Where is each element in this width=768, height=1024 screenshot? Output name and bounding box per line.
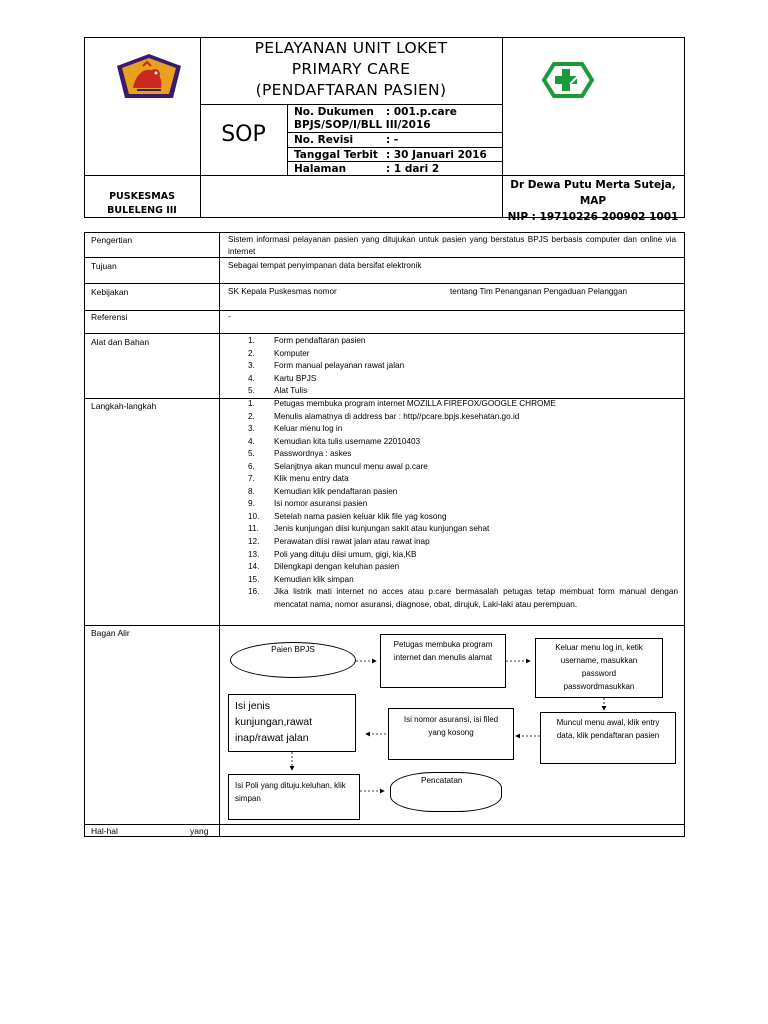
- flow-box-text-line: Keluar menu log in, ketik: [555, 643, 643, 652]
- list-item: 2. Komputer: [248, 348, 310, 358]
- row-label-langkah: Langkah-langkah: [91, 401, 157, 411]
- title-line-3: (PENDAFTARAN PASIEN): [255, 81, 447, 99]
- revision-label: No. Revisi: [294, 134, 354, 146]
- list-item: 3. Form manual pelayanan rawat jalan: [248, 361, 405, 371]
- list-item: 15. Kemudian klik simpan: [248, 574, 354, 584]
- row-label-tujuan: Tujuan: [91, 261, 117, 271]
- flow-box-text-line: username, masukkan: [560, 656, 638, 665]
- list-item: 11. Jenis kunjungan diisi kunjungan sakit atau kunjungan sehat: [248, 524, 490, 534]
- date-value: : 30 Januari 2016: [386, 149, 487, 161]
- flow-box-text: Petugas membuka program internet dan menulis alamat: [393, 640, 493, 662]
- list-item: 6. Selanjtnya akan muncul menu awal p.care: [248, 461, 428, 471]
- list-item: 13. Poli yang dituju diisi umum, gigi, kia,KB: [248, 549, 417, 559]
- signer-nip: NIP : 19710226 200902 1001: [507, 211, 679, 223]
- flow-box-text: Isi Poli yang dituju.keluhan, klik simpan: [235, 781, 346, 803]
- list-item: 8. Kemudian klik pendaftaran pasien: [248, 486, 398, 496]
- flow-box-entry-data: [540, 712, 676, 764]
- list-item: 5. Passwordnya : askes: [248, 449, 352, 459]
- flow-box-text: Muncul menu awal, klik entry data, klik pendaftaran pasien: [556, 718, 660, 740]
- signer-block: [502, 177, 684, 225]
- list-item: 4. Kartu BPJS: [248, 373, 317, 383]
- puskesmas-logo: [540, 60, 596, 100]
- date-label: Tanggal Terbit: [294, 149, 378, 161]
- sop-label: SOP: [221, 122, 266, 147]
- revision-value: : -: [386, 134, 399, 146]
- doc-number-continuation: BPJS/SOP/I/BLL III/2016: [294, 119, 431, 131]
- list-item: 5. Alat Tulis: [248, 386, 308, 396]
- flow-end-text: Pencatatan: [421, 776, 463, 785]
- flow-box-text-line: password: [581, 669, 617, 678]
- row-label-bagan: Bagan Alir: [91, 628, 130, 638]
- signer-title: MAP: [579, 195, 607, 207]
- row-label-alat: Alat dan Bahan: [91, 337, 150, 347]
- row-text-tujuan: Sebagai tempat penyimpanan data bersifat elektronik: [228, 261, 422, 270]
- list-item: 1. Petugas membuka program internet MOZILLA FIREFOX/GOOGLE CHROME: [248, 399, 556, 408]
- row-text-pengertian: Sistem informasi pelayanan pasien yang ditujukan untuk pasien yang berstatus BPJS berbasis computer dan online via internet: [228, 235, 676, 256]
- flow-box-text: Isi nomor asuransi, isi filed yang kosong: [403, 715, 499, 737]
- row-label-pengertian: Pengertian: [91, 235, 133, 245]
- flow-box-open-browser: [380, 634, 506, 688]
- list-item: 10. Setelah nama pasien keluar klik file yag kosong: [248, 511, 447, 521]
- flow-box-insurance-number: [388, 708, 514, 760]
- flow-box-poli: [228, 774, 360, 820]
- page-label: Halaman: [294, 163, 347, 175]
- org-line-2: BULELENG III: [107, 205, 177, 216]
- flow-start-oval: [230, 642, 356, 678]
- langkah-list: [248, 398, 678, 611]
- flow-start-text: Paien BPJS: [271, 645, 315, 654]
- list-item: 14. Dilengkapi dengan keluhan pasien: [248, 562, 400, 572]
- list-item: 9. Isi nomor asuransi pasien: [248, 499, 368, 509]
- list-item: 3. Keluar menu log in: [248, 424, 343, 434]
- list-item: 4. Kemudian kita tulis username 22010403: [248, 436, 421, 446]
- doc-number-label: No. Dukumen: [294, 106, 374, 118]
- page-value: : 1 dari 2: [386, 163, 440, 175]
- row-text-referensi: -: [228, 312, 231, 321]
- flow-box-text-line: passwordmasukkan: [563, 682, 635, 691]
- row-label-kebijakan: Kebijakan: [91, 287, 129, 297]
- list-item: 2. Menulis alamatnya di address bar : http//pcare.bpjs.kesehatan.go.id: [248, 411, 520, 421]
- flow-end-oval: [390, 772, 502, 812]
- flow-box-login: [535, 638, 663, 698]
- row-text-kebijakan-b: tentang Tim Penanganan Pengaduan Pelanggan: [450, 287, 628, 296]
- list-item: 16. Jika listrik mati internet no acces atau p.care bermasalah petugas tetap membuat form manual dengan mencatat nama, nomor asuransi, diagnose, obat, dirujuk, Laki-laki atau perempuan.: [248, 587, 678, 609]
- flow-box-text: Isi jenis kunjungan,rawat inap/rawat jalan: [235, 700, 313, 744]
- list-item: 7. Klik menu entry data: [248, 474, 349, 484]
- row-text-kebijakan-a: SK Kepala Puskesmas nomor: [228, 287, 337, 296]
- row-label-halhal: Hal-hal: [91, 826, 118, 836]
- org-line-1: PUSKESMAS: [109, 191, 175, 202]
- flow-box-visit-type: [228, 694, 356, 752]
- row-label-referensi: Referensi: [91, 312, 128, 322]
- regency-emblem-logo: [113, 52, 185, 102]
- title-line-2: PRIMARY CARE: [291, 60, 411, 78]
- alat-list: [248, 335, 678, 398]
- list-item: 12. Perawatan diisi rawat jalan atau rawat inap: [248, 537, 430, 547]
- organization-name: [84, 190, 200, 218]
- title-line-1: PELAYANAN UNIT LOKET: [254, 39, 448, 57]
- doc-number-value: : 001.p.care: [386, 106, 457, 118]
- list-item: 1. Form pendaftaran pasien: [248, 336, 366, 345]
- document-title: [200, 38, 502, 101]
- row-label-halhal-cont: yang: [190, 826, 209, 836]
- signer-name: Dr Dewa Putu Merta Suteja,: [510, 179, 676, 191]
